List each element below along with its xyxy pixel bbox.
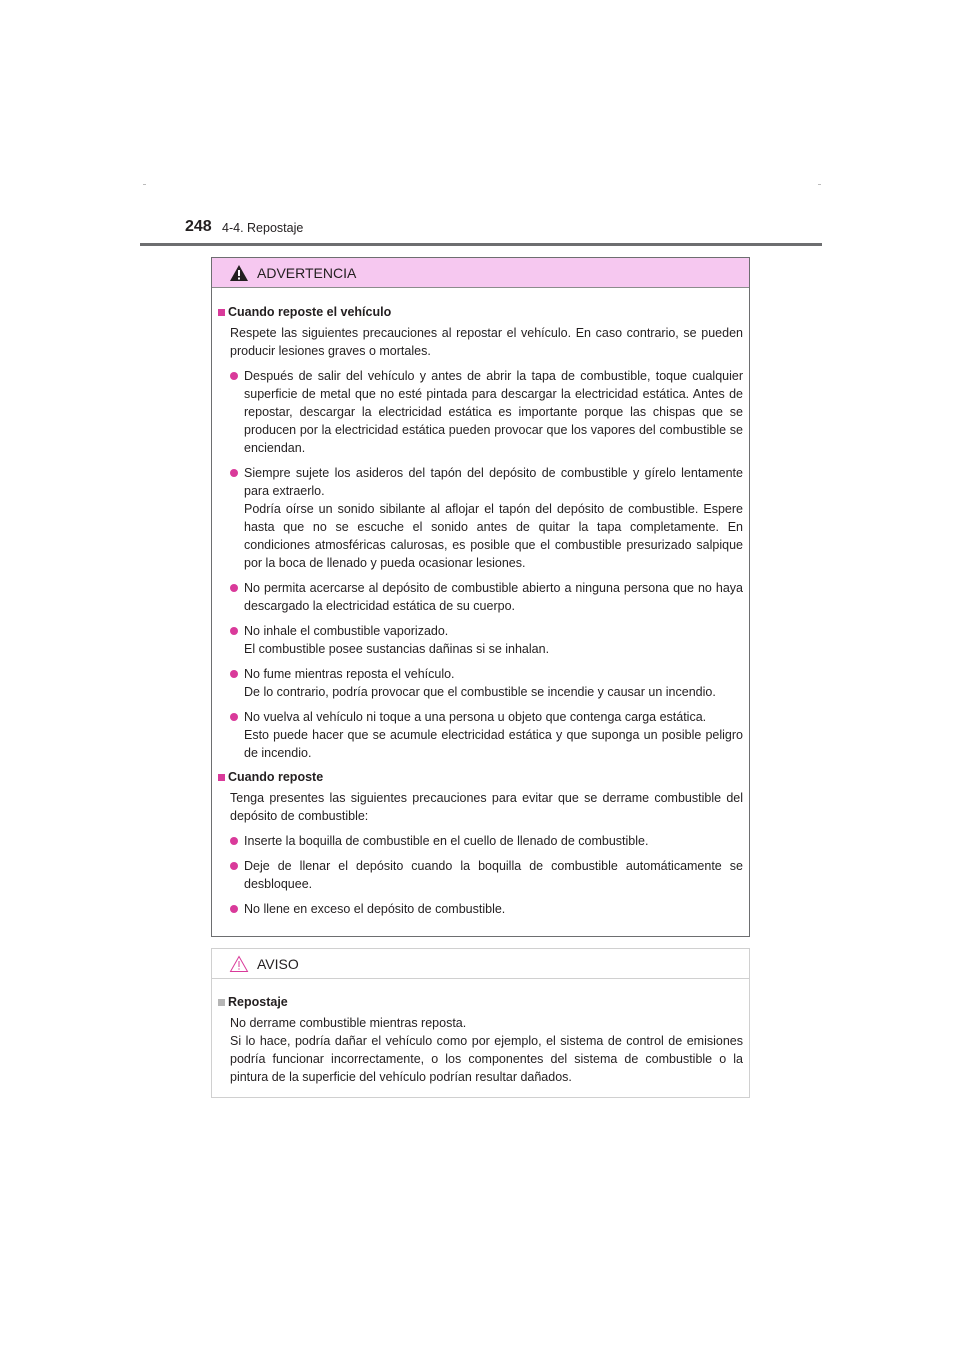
list-item: No inhale el combustible vaporizado. El combustible posee sustancias dañinas si se inhalan.	[218, 622, 743, 658]
list-item: Después de salir del vehículo y antes de abrir la tapa de combustible, toque cualquier superficie de metal que no esté pintada para descargar la electricidad estática. Antes de repostar, descargar la electricidad estática es importante porque las chispas que se producen por la electricidad estática pueden provocar que los vapores del combustible se enciendan.	[218, 367, 743, 457]
list-item: No vuelva al vehículo ni toque a una persona u objeto que contenga carga estática. Esto puede hacer que se acumule electricidad estática y que suponga un posible peligro de incendio.	[218, 708, 743, 762]
section-intro: Respete las siguientes precauciones al repostar el vehículo. En caso contrario, se pueden producir lesiones graves o mortales.	[230, 326, 743, 358]
section-heading: Repostaje	[228, 995, 288, 1009]
warning-triangle-icon	[229, 264, 249, 282]
warning-section-refueling-vehicle	[218, 303, 743, 762]
square-bullet-icon	[218, 774, 225, 781]
crop-mark-left	[143, 184, 146, 185]
list-item: Deje de llenar el depósito cuando la boquilla de combustible automáticamente se desbloquee.	[218, 857, 743, 893]
warning-box-title: ADVERTENCIA	[257, 264, 357, 281]
header-rule	[140, 243, 822, 246]
round-bullet-icon	[230, 670, 238, 678]
round-bullet-icon	[230, 627, 238, 635]
warning-section-refueling	[218, 768, 743, 918]
warning-box-header	[212, 258, 749, 288]
round-bullet-icon	[230, 372, 238, 380]
list-item: No llene en exceso el depósito de combustible.	[218, 900, 743, 918]
list-item: Inserte la boquilla de combustible en el cuello de llenado de combustible.	[218, 832, 743, 850]
list-item: No fume mientras reposta el vehículo. De lo contrario, podría provocar que el combustible se incendie y causar un incendio.	[218, 665, 743, 701]
round-bullet-icon	[230, 905, 238, 913]
notice-box	[211, 948, 750, 1098]
section-title: 4-4. Repostaje	[222, 221, 304, 235]
notice-text: No derrame combustible mientras reposta. Si lo hace, podría dañar el vehículo como por ejemplo, el sistema de control de emisiones podría funcionar incorrectamente, o los componentes del sistema de combustible o la pintura de la superficie del vehículo podrían resultar dañados.	[230, 1016, 743, 1084]
notice-box-title: AVISO	[257, 955, 299, 972]
round-bullet-icon	[230, 584, 238, 592]
section-intro: Tenga presentes las siguientes precauciones para evitar que se derrame combustible del depósito de combustible:	[230, 791, 743, 823]
square-bullet-icon	[218, 999, 225, 1006]
notice-box-header	[212, 949, 749, 979]
warning-box	[211, 257, 750, 937]
round-bullet-icon	[230, 837, 238, 845]
round-bullet-icon	[230, 469, 238, 477]
section-heading: Cuando reposte el vehículo	[228, 305, 392, 319]
crop-mark-right	[818, 184, 821, 185]
list-item: Siempre sujete los asideros del tapón del depósito de combustible y gírelo lentamente para extraerlo. Podría oírse un sonido sibilante al aflojar el tapón del depósito de combustible. Espere hasta que no se escuche el sonido antes de quitar la tapa completamente. En condiciones atmosféricas calurosas, es posible que el combustible presurizado salpique por la boca de llenado y pueda ocasionar lesiones.	[218, 464, 743, 572]
round-bullet-icon	[230, 713, 238, 721]
caution-triangle-icon	[229, 955, 249, 973]
round-bullet-icon	[230, 862, 238, 870]
page-number: 248	[185, 218, 212, 235]
square-bullet-icon	[218, 309, 225, 316]
list-item: No permita acercarse al depósito de combustible abierto a ninguna persona que no haya descargado la electricidad estática de su cuerpo.	[218, 579, 743, 615]
section-heading: Cuando reposte	[228, 770, 324, 784]
